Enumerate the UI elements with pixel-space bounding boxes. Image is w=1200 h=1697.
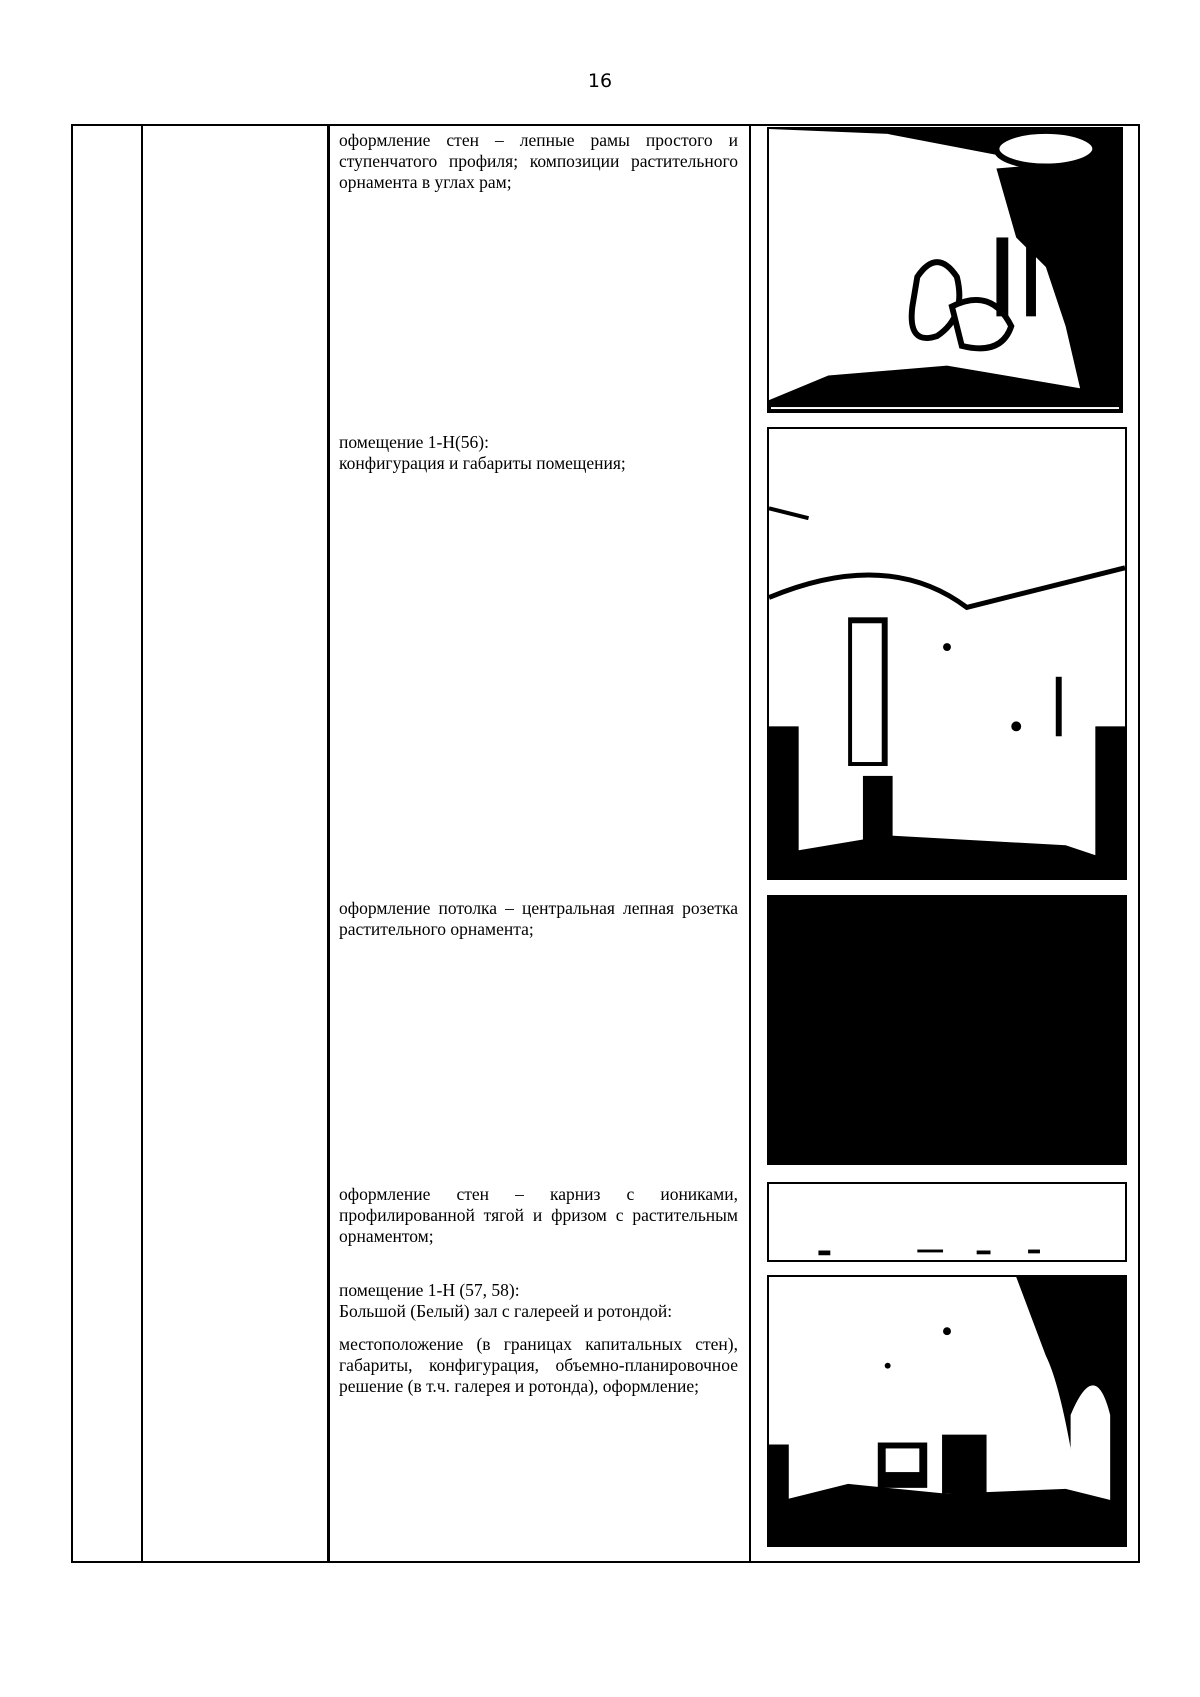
photo-ceiling-rosette: [767, 895, 1127, 1165]
photo-white-hall: [767, 1275, 1127, 1547]
column-divider: [749, 124, 751, 1563]
entry-line: оформление стен – карниз с иониками, профилированной тягой и фризом с растительным орнаментом;: [339, 1184, 738, 1246]
entry-line: конфигурация и габариты помещения;: [339, 453, 626, 473]
photo-cornice-frieze: [767, 1182, 1127, 1262]
photo-wall-moldings-graffiti: [767, 127, 1123, 413]
entry-text: [339, 432, 738, 474]
entry-line: помещение 1-Н (57, 58):: [339, 1280, 520, 1300]
column-divider: [141, 124, 143, 1563]
entry-text: [339, 1184, 738, 1247]
entry-text: [339, 1280, 738, 1397]
entry-text: [339, 130, 738, 193]
entry-line: оформление потолка – центральная лепная розетка растительного орнамента;: [339, 898, 738, 939]
photo-room-56-interior: [767, 427, 1127, 880]
entry-line: Большой (Белый) зал с галереей и ротондой:: [339, 1301, 673, 1321]
entry-line: помещение 1-Н(56):: [339, 432, 489, 452]
page-number: 16: [587, 70, 613, 92]
entry-text: [339, 898, 738, 940]
entry-line: оформление стен – лепные рамы простого и ступенчатого профиля; композиции растительного орнамента в углах рам;: [339, 130, 738, 192]
entry-line: местоположение (в границах капитальных стен), габариты, конфигурация, объемно-планировочное решение (в т.ч. галерея и ротонда), оформление;: [339, 1334, 738, 1396]
column-divider: [327, 124, 330, 1563]
